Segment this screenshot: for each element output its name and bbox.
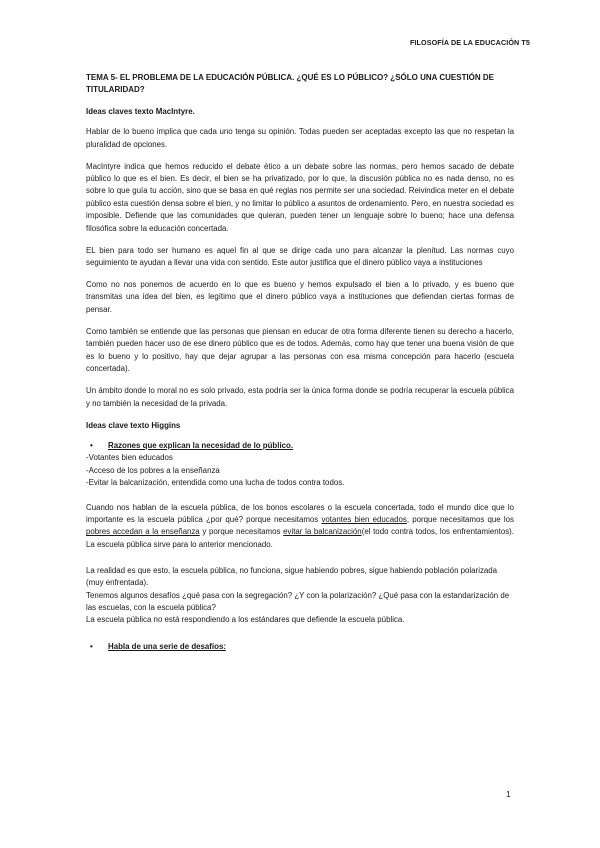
section-title: TEMA 5- EL PROBLEMA DE LA EDUCACIÓN PÚBLICA. ¿QUÉ ES LO PÚBLICO? ¿SÓLO UNA CUESTIÓN DE TITULARIDAD? [86,73,495,95]
bullet-item-reasons [86,440,514,452]
page-number: 1 [506,789,511,799]
bullet-text: Razones que explican la necesidad de lo público. [108,440,294,450]
paragraph-3: EL bien para todo ser humano es aquel fin al que se dirige cada uno para alcanzar la plenitud. Las normas cuyo seguimiento te ayudan a llevar una vida con sentido. Este autor justifica que el dinero público vaya a instituciones [86,245,514,268]
dash-item: -Acceso de los pobres a la enseñanza [86,465,220,475]
paragraph-6: Un ámbito donde lo moral no es solo privado, esta podría ser la única forma donde se podría recuperar la escuela pública y no también la necesidad de la privada. [86,386,514,408]
underlined-phrase: evitar la balcanización [283,527,362,537]
dash-item: -Evitar la balcanización, entendida como una lucha de todos contra todos. [86,478,345,488]
paragraph-10: La escuela pública no está respondiendo a los estándares que defiende la escuela pública. [86,615,405,625]
underlined-phrase: votantes bien educados [321,514,407,524]
paragraph-2: MacIntyre indica que hemos reducido el debate ético a un debate sobre las normas, pero hemos sacado de debate público lo que es el bien. Es decir, el bien se ha privatizado, por lo que, la discusión pública no es nada denso, no es sobre lo que guía tu acción, sino que se basa en qué reglas nos permite ser una sociedad. Reivindica meter en el debate público esta cuestión densa sobre el bien, y no limitar lo público a asuntos de ordenamiento. Pero, en nuestra sociedad es imposible. Defiende que las comunidades que quieran, pueden tener un lenguaje sobre lo bueno; hace una defensa filosófica sobre la educación concertada. [86,161,514,233]
page-content [86,72,514,653]
running-header: FILOSOFÍA DE LA EDUCACIÓN T5 [409,38,530,47]
bullet-item-challenges [86,641,514,653]
bullet-text: Habla de una serie de desafíos: [108,641,226,651]
heading-macintyre: Ideas claves texto MacIntyre. [86,106,195,116]
heading-higgins: Ideas clave texto Higgins [86,420,181,430]
paragraph-4: Como no nos ponemos de acuerdo en lo que es bueno y hemos expulsado el bien a lo privado, y es bueno que transmitas una idea del bien, es legítimo que el dinero público vaya a instituciones que defiendan ciertas formas de pensar. [86,280,514,314]
bullet-icon: • [90,440,93,450]
paragraph-9: Tenemos algunos desafíos ¿qué pasa con la segregación? ¿Y con la polarización? ¿Qué pasa con la estandarización de las escuelas, con la escuela pública? [86,590,510,612]
paragraph-5: Como también se entiende que las personas que piensan en educar de otra forma diferente tienen su derecho a hacerlo, también pueden hacer uso de ese dinero público que es de todos. Además, como hay que tener una buena visión de que es lo bueno y lo positivo, hay que dejar agrupar a las personas con esa misma concepción para hacerlo (escuela concertada). [86,326,514,374]
dash-item: -Votantes bien educados [86,453,173,463]
paragraph-1: Hablar de lo bueno implica que cada uno tenga su opinión. Todas pueden ser aceptadas excepto las que no respetan la pluralidad de opciones. [86,127,514,149]
bullet-icon: • [90,641,93,651]
paragraph-7: Cuando nos hablan de la escuela pública, de los bonos escolares o la escuela concertada, todo el mundo dice que lo importante es la escuela pública ¿por qué? porque necesitamos votantes bien educados, porque necesitamos que los pobres accedan a la enseñanza y porque necesitamos evitar la balcanización(el todo contra todos, los enfrentamientos). La escuela pública sirve para lo anterior mencionado. [86,502,514,549]
paragraph-8: La realidad es que esto, la escuela pública, no funciona, sigue habiendo pobres, sigue habiendo población polarizada (muy enfrentada). [86,565,498,588]
underlined-phrase: pobres accedan a la enseñanza [86,527,200,537]
